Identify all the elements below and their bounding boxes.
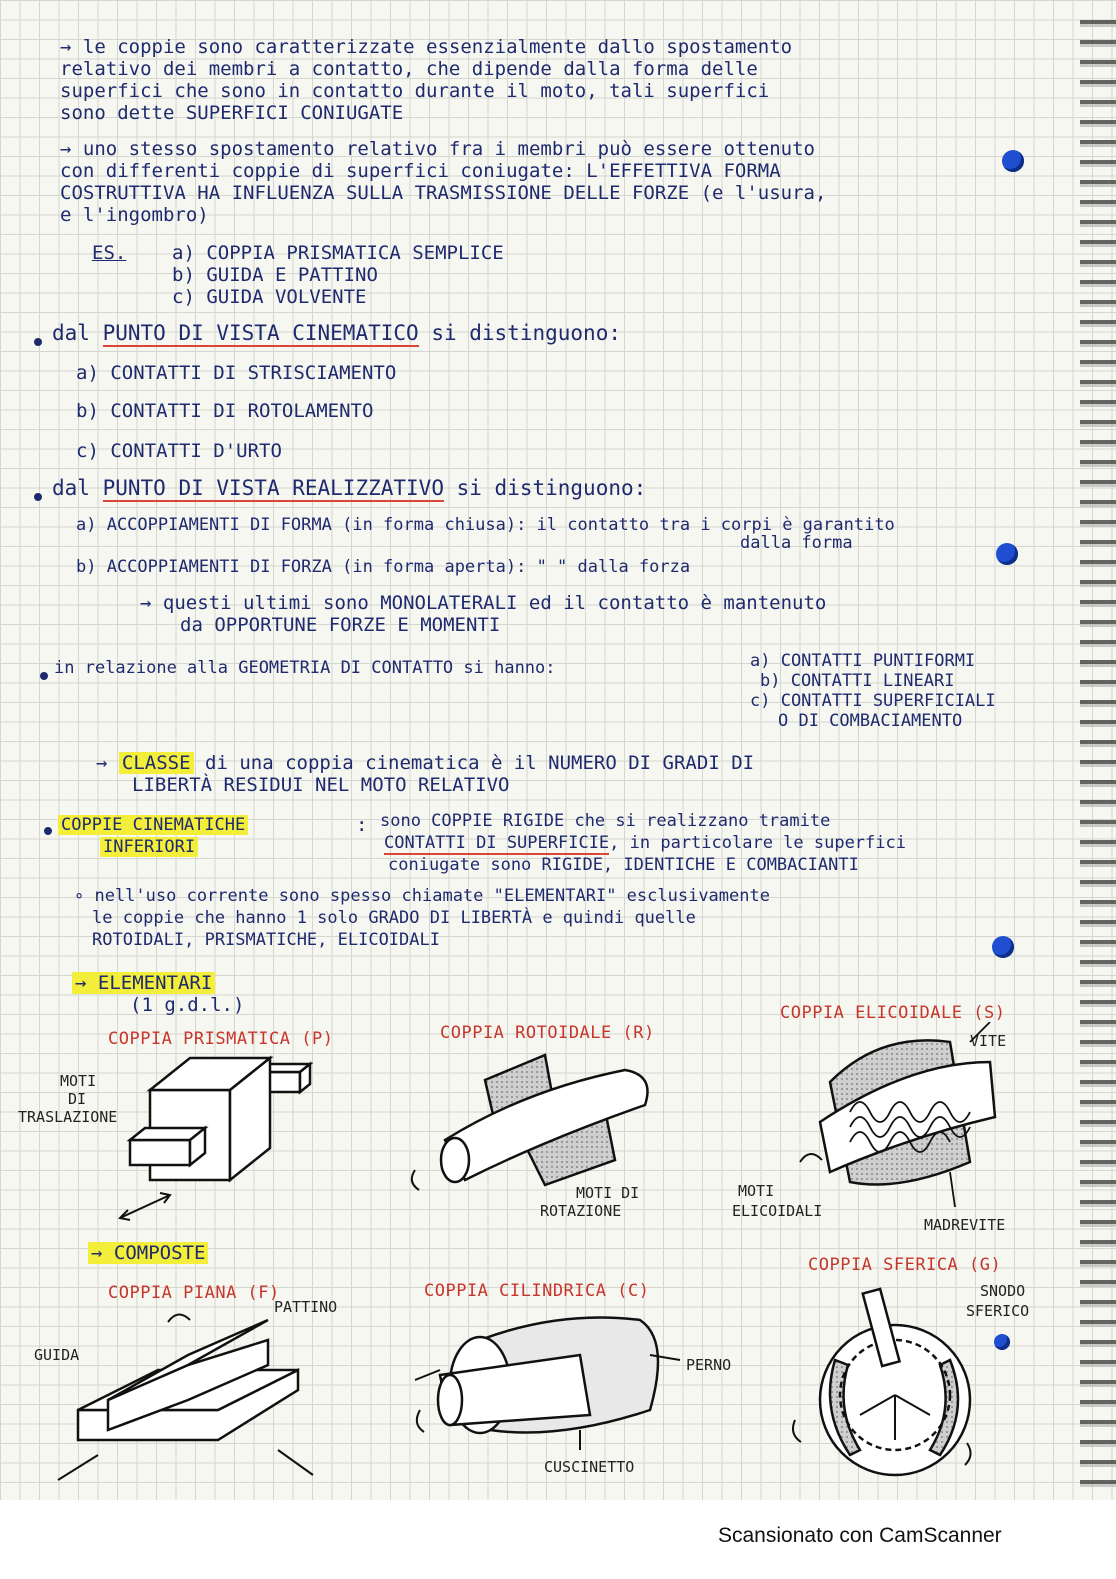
prismatic-pair-drawing <box>110 1050 320 1230</box>
elicoidale-title: COPPIA ELICOIDALE (S) <box>780 1003 1006 1023</box>
classe-highlight: CLASSE <box>119 752 194 774</box>
inferiori-colon: : <box>356 814 368 836</box>
elementari-note-1: ∘ nell'uso corrente sono spesso chiamate "ELEMENTARI" esclusivamente <box>74 886 770 906</box>
sferica-label-2: SFERICO <box>966 1302 1030 1320</box>
prismatica-title: COPPIA PRISMATICA (P) <box>108 1029 334 1049</box>
rotoidale-label-1: MOTI DI <box>576 1184 640 1202</box>
elicoidale-label-1: MOTI <box>738 1182 775 1200</box>
intro2-line-3: COSTRUTTIVA HA INFLUENZA SULLA TRASMISSIONE DELLE FORZE (e l'usura, <box>60 182 827 204</box>
cilindrica-label-perno: PERNO <box>686 1356 732 1374</box>
example-c: c) GUIDA VOLVENTE <box>172 286 367 308</box>
bullet <box>34 338 42 346</box>
piana-title: COPPIA PIANA (F) <box>108 1283 280 1303</box>
geometria-item-c: c) CONTATTI SUPERFICIALI <box>750 691 996 711</box>
elementari-note-2: le coppie che hanno 1 solo GRADO DI LIBERTÀ e quindi quelle <box>92 908 696 928</box>
bullet <box>34 493 42 501</box>
bullet <box>40 672 48 680</box>
cinematico-item-a: a) CONTATTI DI STRISCIAMENTO <box>76 362 397 384</box>
elicoidale-label-2: ELICOIDALI <box>732 1202 823 1220</box>
elementari-note-3: ROTOIDALI, PRISMATICHE, ELICOIDALI <box>92 930 440 950</box>
cinematico-highlight: PUNTO DI VISTA CINEMATICO <box>102 321 419 345</box>
sferica-title: COPPIA SFERICA (G) <box>808 1255 1002 1275</box>
realizzativo-highlight: PUNTO DI VISTA REALIZZATIVO <box>102 476 444 500</box>
cinematico-prefix: dal <box>52 321 90 345</box>
inferiori-title-1 <box>58 814 248 836</box>
inferiori-def-2 <box>384 832 906 854</box>
geometria-lead: in relazione alla GEOMETRIA DI CONTATTO si hanno: <box>54 658 556 678</box>
intro2-line-1: → uno stesso spostamento relativo fra i membri può essere ottenuto <box>60 138 815 160</box>
realizzativo-prefix: dal <box>52 476 90 500</box>
cilindrica-label-cuscinetto: CUSCINETTO <box>544 1458 635 1476</box>
composte-label <box>88 1242 208 1264</box>
classe-line-2: LIBERTÀ RESIDUI NEL MOTO RELATIVO <box>132 774 510 796</box>
blue-dot-marker <box>992 936 1014 958</box>
composte-label-text: → COMPOSTE <box>88 1242 208 1264</box>
example-a: a) COPPIA PRISMATICA SEMPLICE <box>172 242 504 264</box>
inferiori-title-text-1: COPPIE CINEMATICHE <box>58 815 248 835</box>
geometria-item-b: b) CONTATTI LINEARI <box>760 671 955 691</box>
notebook-spiral <box>1080 20 1116 1490</box>
prismatica-label-2: DI <box>68 1090 87 1108</box>
rotoidale-label-2: ROTAZIONE <box>540 1202 622 1220</box>
intro-line-2: relativo dei membri a contatto, che dipende dalla forma delle <box>60 58 758 80</box>
elementari-sub: (1 g.d.l.) <box>130 994 245 1016</box>
spherical-pair-drawing <box>790 1280 980 1480</box>
cinematico-heading <box>52 322 621 344</box>
prismatica-label-1: MOTI <box>60 1072 97 1090</box>
rotoidale-title: COPPIA ROTOIDALE (R) <box>440 1023 655 1043</box>
realizzativo-item-a: a) ACCOPPIAMENTI DI FORMA (in forma chiusa): il contatto tra i corpi è garantito <box>76 515 895 535</box>
intro2-line-4: e l'ingombro) <box>60 204 209 226</box>
inferiori-def-1: sono COPPIE RIGIDE che si realizzano tramite <box>380 811 831 831</box>
cilindrica-title: COPPIA CILINDRICA (C) <box>424 1281 650 1301</box>
cinematico-suffix: si distinguono: <box>431 321 621 345</box>
blue-dot-marker <box>1002 150 1024 172</box>
cylindrical-pair-drawing <box>410 1300 690 1460</box>
example-b: b) GUIDA E PATTINO <box>172 264 378 286</box>
geometria-item-c-cont: O DI COMBACIAMENTO <box>778 711 963 731</box>
scanner-footer-text: Scansionato con CamScanner <box>718 1524 1002 1547</box>
elicoidale-label-vite: VITE <box>970 1032 1007 1050</box>
inferiori-def-3: coniugate sono RIGIDE, IDENTICHE E COMBACIANTI <box>388 855 859 875</box>
helical-pair-drawing <box>790 1022 1010 1212</box>
example-label: ES. <box>92 242 127 264</box>
inferiori-def-2-rest: , in particolare le superfici <box>609 833 906 853</box>
intro2-line-2: con differenti coppie di superfici coniugate: L'EFFETTIVA FORMA <box>60 160 781 182</box>
inferiori-def-2-highlight: CONTATTI DI SUPERFICIE <box>384 833 610 853</box>
realizzativo-item-a-cont: dalla forma <box>740 533 853 553</box>
blue-dot-marker <box>994 1334 1010 1350</box>
realizzativo-note-2: da OPPORTUNE FORZE E MOMENTI <box>180 614 501 636</box>
realizzativo-suffix: si distinguono: <box>456 476 647 500</box>
intro-line-1: → le coppie sono caratterizzate essenzialmente dallo spostamento <box>60 36 793 58</box>
planar-pair-drawing <box>48 1310 318 1490</box>
elementari-label-text: → ELEMENTARI <box>72 972 215 994</box>
elementari-label <box>72 972 215 994</box>
geometria-item-a: a) CONTATTI PUNTIFORMI <box>750 651 976 671</box>
blue-dot-marker <box>996 543 1018 565</box>
realizzativo-item-b: b) ACCOPPIAMENTI DI FORZA (in forma aperta): " " dalla forza <box>76 557 691 577</box>
piana-label-pattino: PATTINO <box>274 1298 338 1316</box>
realizzativo-heading <box>52 477 646 499</box>
piana-label-guida: GUIDA <box>34 1346 80 1364</box>
cinematico-item-c: c) CONTATTI D'URTO <box>76 440 282 462</box>
intro-line-4: sono dette SUPERFICI CONIUGATE <box>60 102 404 124</box>
classe-text: di una coppia cinematica è il NUMERO DI GRADI DI <box>205 752 755 774</box>
classe-arrow: → <box>96 752 108 774</box>
cinematico-item-b: b) CONTATTI DI ROTOLAMENTO <box>76 400 374 422</box>
elicoidale-label-madrevite: MADREVITE <box>924 1216 1006 1234</box>
sferica-label-1: SNODO <box>980 1282 1026 1300</box>
classe-line-1 <box>96 752 754 774</box>
inferiori-title-text-2: INFERIORI <box>100 837 198 857</box>
inferiori-title-2 <box>100 836 198 858</box>
bullet <box>44 827 52 835</box>
realizzativo-note-1: → questi ultimi sono MONOLATERALI ed il contatto è mantenuto <box>140 592 827 614</box>
intro-line-3: superfici che sono in contatto durante il moto, tali superfici <box>60 80 770 102</box>
prismatica-label-3: TRASLAZIONE <box>18 1108 118 1126</box>
